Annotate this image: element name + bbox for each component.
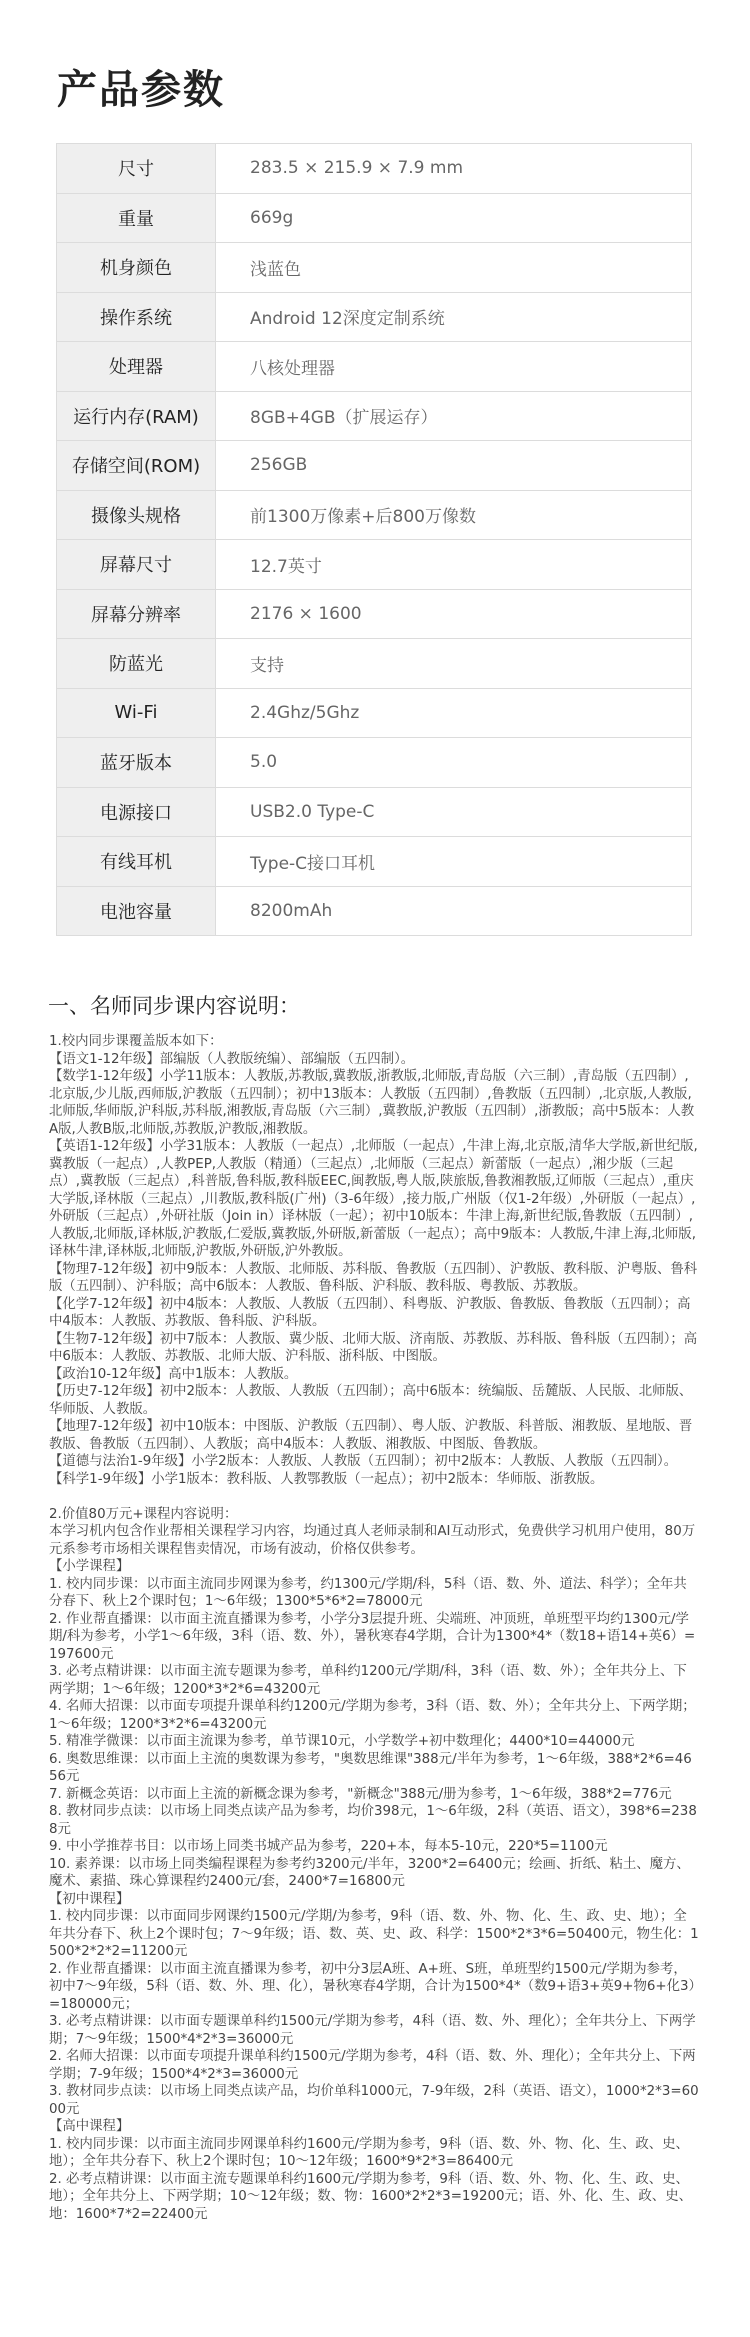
paragraph: 1. 校内同步课：以市面同步网课约1500元/学期/为参考，9科（语、数、外、物、化、生、政、史、地）；全年共分春下、秋上2个课时包；7～9年级；语、数、英、史、政、科学：1500*2*3*6=50400元，物生化：1500*2*2*2=11200元 [49, 1909, 699, 1959]
section-heading: 一、名师同步课内容说明： [48, 994, 300, 1018]
paragraph: 2. 必考点精讲课：以市面主流专题课单科约1600元/学期为参考，9科（语、数、外、物、化、生、政、史、地）；全年共分上、下两学期；10～12年级；数、物：1600*2*2*3=19200元；语、外、化、生、政、史、地：1600*7*2=22400元 [49, 2171, 692, 2222]
paragraph: 【物理7-12年级】初中9版本：人教版、北师版、苏科版、鲁教版（五四制）、沪教版、教科版、沪粤版、鲁科版（五四制）、沪科版；高中6版本：人教版、鲁科版、沪科版、教科版、粤教版、苏教版。 [49, 1261, 698, 1294]
spec-row [57, 787, 692, 837]
spec-row [57, 639, 692, 689]
spec-row [57, 193, 692, 243]
paragraph: 2. 作业帮直播课：以市面主流直播课为参考，小学分3层提升班、尖端班、冲顶班，单班型平均约1300元/学期/科为参考，小学1～6年级，3科（语、数、外），暑秋寒春4学期，合计为1300*4*（数18+语14+英6）=197600元 [49, 1611, 696, 1662]
paragraph: 【小学课程】 [49, 1559, 130, 1574]
paragraph: 2. 作业帮直播课：以市面主流直播课为参考，初中分3层A班、A+班、S班，单班型约1500元/学期为参考，初中7～9年级，5科（语、数、外、理、化），暑秋寒春4学期，合计为1500*4*（数9+语3+英9+物6+化3）=180000元； [49, 1961, 696, 2012]
spec-row [57, 688, 692, 738]
paragraph: 【初中课程】 [49, 1891, 130, 1907]
paragraph: 【道德与法治1-9年级】小学2版本：人教版、人教版（五四制）；初中2版本：人教版、人教版（五四制）。 [49, 1454, 678, 1469]
paragraph: 【化学7-12年级】初中4版本：人教版、人教版（五四制）、科粤版、沪教版、鲁教版、鲁教版（五四制）；高中4版本：人教版、苏教版、鲁科版、沪科版。 [49, 1296, 691, 1329]
spec-value: 8200mAh [216, 886, 692, 936]
spec-label: 电池容量 [57, 886, 216, 936]
spec-label: 防蓝光 [57, 639, 216, 689]
spec-row [57, 837, 692, 887]
paragraph: 【政治10-12年级】高中1版本：人教版。 [49, 1366, 298, 1382]
paragraph: 3. 教材同步点读：以市场上同类点读产品，均价单科1000元，7-9年级，2科（英语、语文），1000*2*3=6000元 [49, 2084, 699, 2117]
spec-value: 5.0 [216, 738, 692, 788]
paragraph: 【英语1-12年级】小学31版本：人教版（一起点）,北师版（一起点）,牛津上海,北京版,清华大学版,新世纪版,冀教版（一起点）,人教PEP,人教版（精通）（三起点）,北师版（三起点）新蕾版（一起点）,湘少版（三起点）,冀教版（三起点）,科普版,鲁科版,教科版EEC,闽教版,粤人版,陕旅版,鲁教湘教版,辽师版（三起点）,重庆大学版,译林版（三起点）,川教版,教科版(广州)（3-6年级）,接力版,广州版（仅1-2年级）,外研版（一起点）,外研版（三起点）,外研社版（Join in）译林版（一起）；初中10版本：牛津上海,新世纪版,鲁教版（五四制）,人教版,北师版,译林版,沪教版,仁爱版,冀教版,外研版,新蕾版（一起点）；高中9版本：人教版,牛津上海,北师版,译林牛津,译林版,北师版,沪教版,外研版,沪外教版。 [49, 1139, 698, 1259]
spec-row [57, 292, 692, 342]
spec-row [57, 886, 692, 936]
paragraph: 9. 中小学推荐书目：以市场上同类书城产品为参考，220+本，每本5-10元，220*5=1100元 [49, 1839, 608, 1854]
spec-label: 操作系统 [57, 292, 216, 342]
paragraph: 2.价值80万元+课程内容说明： [49, 1506, 238, 1522]
spec-label: 屏幕尺寸 [57, 540, 216, 590]
spec-row [57, 391, 692, 441]
paragraph: 1. 校内同步课：以市面主流同步网课为参考，约1300元/学期/科，5科（语、数、外、道法、科学）；全年共分春下、秋上2个课时包；1～6年级；1300*5*6*2=78000元 [49, 1576, 687, 1609]
spec-row [57, 243, 692, 293]
spec-value: 2176 × 1600 [216, 589, 692, 639]
paragraph: 4. 名师大招课：以市面专项提升课单科约1200元/学期为参考，3科（语、数、外）；全年共分上、下两学期；1～6年级；1200*3*2*6=43200元 [49, 1699, 696, 1732]
paragraph: 8. 教材同步点读：以市场上同类点读产品为参考，均价398元，1～6年级，2科（英语、语文），398*6=2388元 [49, 1804, 697, 1837]
spec-row [57, 441, 692, 491]
paragraph [49, 1488, 699, 1506]
paragraph: 本学习机内包含作业帮相关课程学习内容，均通过真人老师录制和AI互动形式，免费供学习机用户使用，80万元系参考市场相关课程售卖情况，市场有波动，价格仅供参考。 [49, 1524, 696, 1557]
spec-label: 有线耳机 [57, 837, 216, 887]
spec-row [57, 738, 692, 788]
spec-value: 前1300万像素+后800万像数 [216, 490, 692, 540]
spec-label: 尺寸 [57, 144, 216, 194]
spec-value: 669g [216, 193, 692, 243]
spec-label: 屏幕分辨率 [57, 589, 216, 639]
spec-table [56, 143, 692, 936]
paragraph: 【高中课程】 [49, 2119, 130, 2134]
spec-row [57, 144, 692, 194]
spec-row [57, 490, 692, 540]
spec-value: Type-C接口耳机 [216, 837, 692, 887]
paragraph: 1.校内同步课覆盖版本如下： [49, 1034, 223, 1049]
paragraph: 7. 新概念英语：以市面上主流的新概念课为参考，"新概念"388元/册为参考，1～6年级，388*2=776元 [49, 1786, 672, 1802]
course-description [49, 1033, 699, 2223]
paragraph: 6. 奥数思维课：以市面上主流的奥数课为参考，"奥数思维课"388元/半年为参考，1～6年级，388*2*6=4656元 [49, 1751, 692, 1784]
paragraph: 10. 素养课：以市场上同类编程课程为参考约3200元/半年，3200*2=6400元；绘画、折纸、粘土、魔方、魔术、素描、珠心算课程约2400元/套，2400*7=16800元 [49, 1856, 690, 1889]
spec-label: 处理器 [57, 342, 216, 392]
spec-value: 浅蓝色 [216, 243, 692, 293]
paragraph: 【地理7-12年级】初中10版本：中图版、沪教版（五四制）、粤人版、沪教版、科普版、湘教版、星地版、晋教版、鲁教版（五四制）、人教版；高中4版本：人教版、湘教版、中图版、鲁教版。 [49, 1419, 693, 1452]
spec-label: 运行内存(RAM) [57, 391, 216, 441]
paragraph: 3. 必考点精讲课：以市面专题课单科约1500元/学期为参考，4科（语、数、外、理化）；全年共分上、下两学期；7～9年级；1500*4*2*3=36000元 [49, 2014, 696, 2047]
spec-label: 机身颜色 [57, 243, 216, 293]
spec-value: 12.7英寸 [216, 540, 692, 590]
spec-value: Android 12深度定制系统 [216, 292, 692, 342]
paragraph: 【科学1-9年级】小学1版本：教科版、人教鄂教版（一起点）；初中2版本：华师版、浙教版。 [49, 1471, 604, 1487]
spec-row [57, 342, 692, 392]
page-title: 产品参数 [57, 67, 225, 113]
spec-label: 蓝牙版本 [57, 738, 216, 788]
spec-label: 电源接口 [57, 787, 216, 837]
paragraph: 5. 精准学微课：以市面主流课为参考，单节课10元，小学数学+初中数理化；4400*10=44000元 [49, 1734, 635, 1749]
spec-label: 摄像头规格 [57, 490, 216, 540]
spec-value: 283.5 × 215.9 × 7.9 mm [216, 144, 692, 194]
spec-value: 256GB [216, 441, 692, 491]
spec-label: 重量 [57, 193, 216, 243]
spec-label: 存储空间(ROM) [57, 441, 216, 491]
spec-value: 2.4Ghz/5Ghz [216, 688, 692, 738]
spec-label: Wi-Fi [57, 688, 216, 738]
paragraph: 【历史7-12年级】初中2版本：人教版、人教版（五四制）；高中6版本：统编版、岳麓版、人民版、北师版、华师版、人教版。 [49, 1384, 693, 1417]
spec-value: 八核处理器 [216, 342, 692, 392]
paragraph: 3. 必考点精讲课：以市面主流专题课为参考，单科约1200元/学期/科，3科（语、数、外）；全年共分上、下两学期；1～6年级；1200*3*2*6=43200元 [49, 1664, 687, 1697]
spec-value: USB2.0 Type-C [216, 787, 692, 837]
paragraph: 【生物7-12年级】初中7版本：人教版、冀少版、北师大版、济南版、苏教版、苏科版、鲁科版（五四制）；高中6版本：人教版、苏教版、北师大版、沪科版、浙科版、中图版。 [49, 1331, 698, 1364]
spec-row [57, 589, 692, 639]
paragraph: 1. 校内同步课：以市面主流同步网课单科约1600元/学期为参考，9科（语、数、外、物、化、生、政、史、地）；全年共分春下、秋上2个课时包；10～12年级；1600*9*2*3=86400元 [49, 2136, 689, 2169]
spec-value: 支持 [216, 639, 692, 689]
paragraph: 【数学1-12年级】小学11版本：人教版,苏教版,冀教版,浙教版,北师版,青岛版（六三制）,青岛版（五四制）,北京版,少儿版,西师版,沪教版（五四制）；初中13版本：人教版（五四制）,鲁教版（五四制）,北京版,人教版,北师版,华师版,沪科版,苏科版,湘教版,青岛版（六三制）,冀教版,沪教版（五四制）,浙教版；高中5版本：人教A版,人教B版,北师版,苏教版,沪教版,湘教版。 [49, 1069, 695, 1137]
paragraph: 【语文1-12年级】部编版（人教版统编）、部编版（五四制）。 [49, 1051, 415, 1067]
spec-row [57, 540, 692, 590]
paragraph: 2. 名师大招课：以市面专项提升课单科约1500元/学期为参考，4科（语、数、外、理化）；全年共分上、下两学期；7-9年级；1500*4*2*3=36000元 [49, 2049, 696, 2082]
spec-value: 8GB+4GB（扩展运存） [216, 391, 692, 441]
